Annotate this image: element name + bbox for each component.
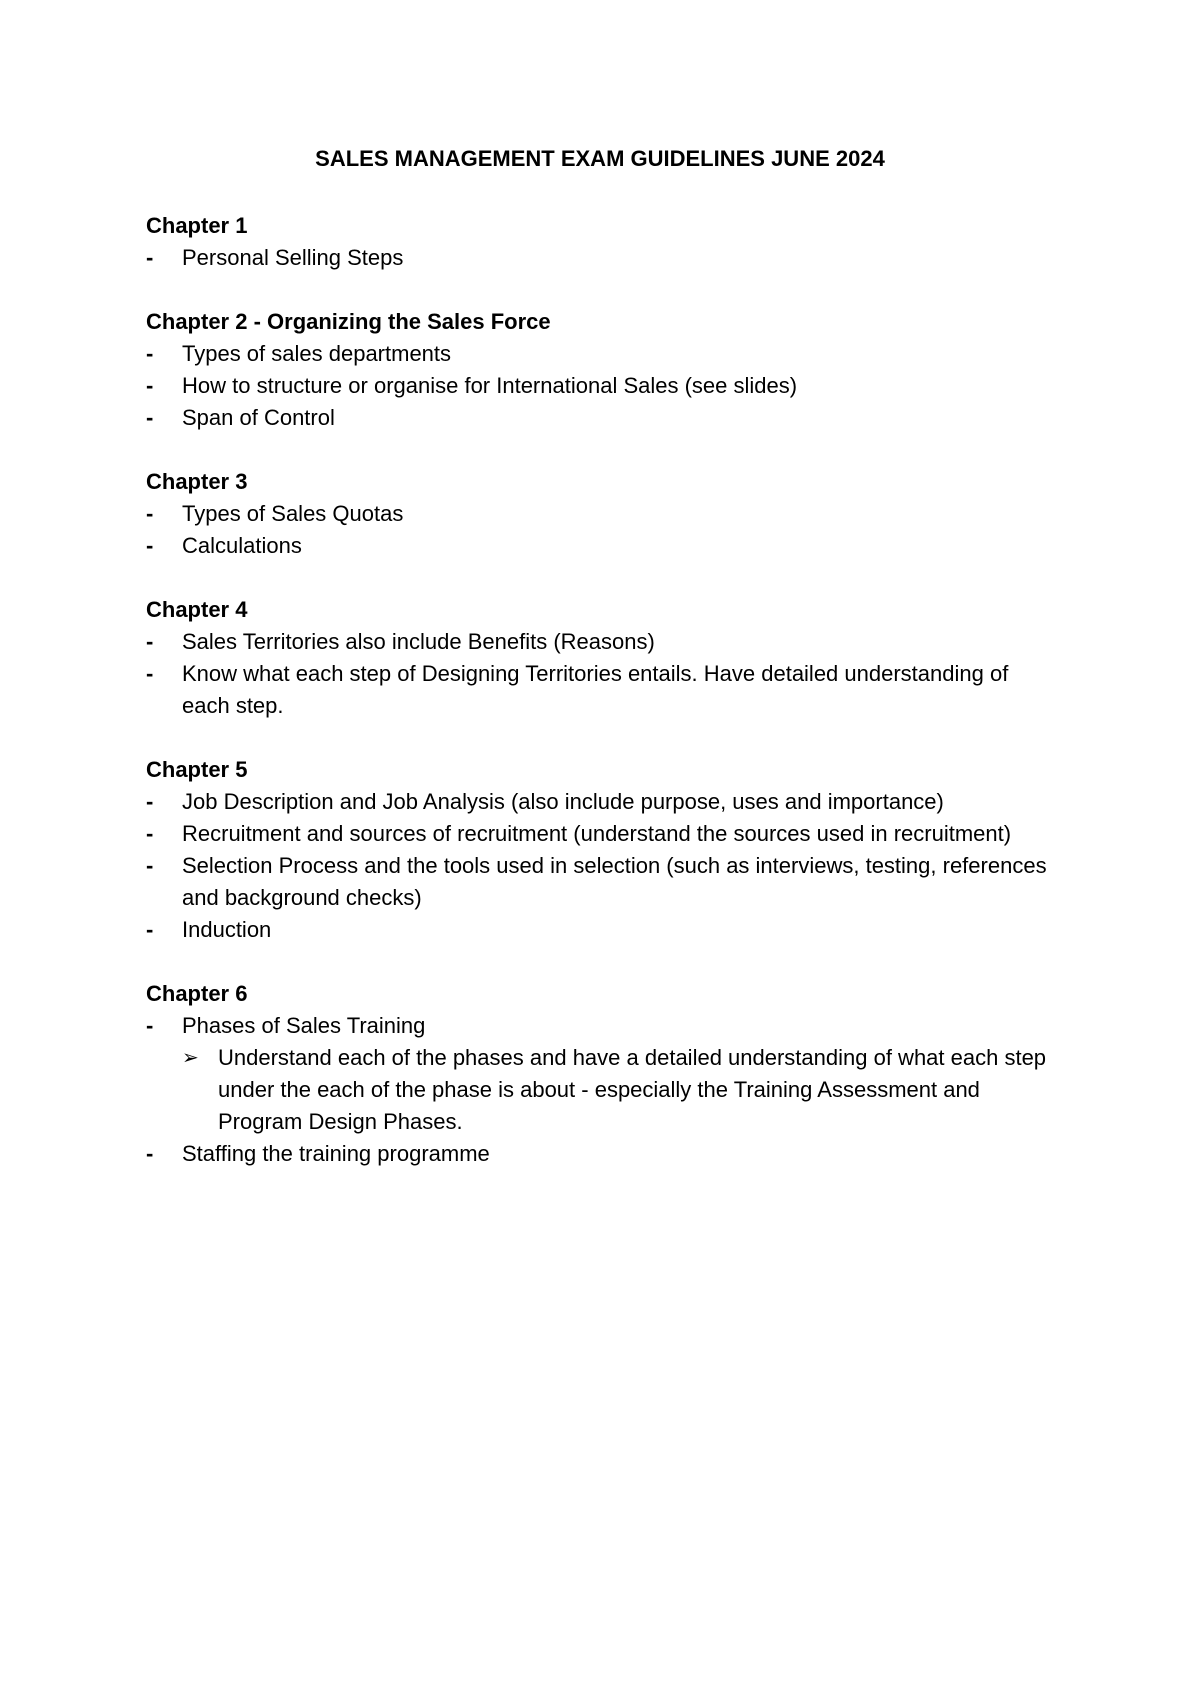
list-item-text: Induction	[182, 917, 272, 942]
chapter-heading: Chapter 6	[146, 981, 248, 1006]
list-item-text: Types of Sales Quotas	[182, 501, 404, 526]
dash-bullet-icon: -	[146, 405, 154, 430]
list-item-text: How to structure or organise for International Sales (see slides)	[182, 373, 798, 398]
list-item-text: Span of Control	[182, 405, 335, 430]
sub-list-item-text: Understand each of the phases and have a detailed understanding of what each step under the each of the phase is about - especially the Training Assessment and Program Design Phases.	[218, 1045, 1047, 1134]
list-item	[146, 1138, 1056, 1170]
dash-bullet-icon: -	[146, 1141, 154, 1166]
list-item	[146, 338, 1056, 370]
list-item	[146, 658, 1056, 722]
dash-bullet-icon: -	[146, 1013, 154, 1038]
chapter-section	[146, 466, 1056, 562]
chapter-heading: Chapter 3	[146, 469, 248, 494]
chapter-item-list	[146, 1010, 1056, 1170]
list-item	[146, 402, 1056, 434]
chapter-heading: Chapter 4	[146, 597, 248, 622]
chapter-section	[146, 754, 1056, 946]
list-item-text: Selection Process and the tools used in selection (such as interviews, testing, references and background checks)	[182, 853, 1047, 910]
dash-bullet-icon: -	[146, 629, 154, 654]
dash-bullet-icon: -	[146, 917, 154, 942]
dash-bullet-icon: -	[146, 789, 154, 814]
list-item-text: Calculations	[182, 533, 302, 558]
list-item	[146, 786, 1056, 818]
chapter-item-list	[146, 498, 1056, 562]
chapter-item-list	[146, 242, 1056, 274]
document-title: SALES MANAGEMENT EXAM GUIDELINES JUNE 2024	[315, 146, 885, 171]
chapter-section	[146, 210, 1056, 274]
chapter-item-list	[146, 626, 1056, 722]
chapter-item-list	[146, 338, 1056, 434]
list-item	[146, 1010, 1056, 1138]
list-item	[146, 818, 1056, 850]
dash-bullet-icon: -	[146, 245, 154, 270]
document-content	[146, 210, 1056, 1202]
list-item-text: Know what each step of Designing Territories entails. Have detailed understanding of each step.	[182, 661, 1009, 718]
sub-item-list	[182, 1042, 1056, 1138]
chapter-heading: Chapter 2 - Organizing the Sales Force	[146, 309, 551, 334]
list-item-text: Job Description and Job Analysis (also include purpose, uses and importance)	[182, 789, 944, 814]
list-item-text: Types of sales departments	[182, 341, 452, 366]
dash-bullet-icon: -	[146, 533, 154, 558]
sub-list-item	[182, 1042, 1056, 1138]
list-item	[146, 530, 1056, 562]
dash-bullet-icon: -	[146, 341, 154, 366]
list-item	[146, 626, 1056, 658]
list-item	[146, 242, 1056, 274]
arrow-bullet-icon: ➢	[182, 1047, 199, 1069]
list-item	[146, 498, 1056, 530]
list-item-text: Sales Territories also include Benefits (Reasons)	[182, 629, 655, 654]
chapter-section	[146, 306, 1056, 434]
chapter-heading: Chapter 5	[146, 757, 248, 782]
chapter-heading: Chapter 1	[146, 213, 248, 238]
dash-bullet-icon: -	[146, 661, 154, 686]
list-item-text: Recruitment and sources of recruitment (understand the sources used in recruitment)	[182, 821, 1012, 846]
dash-bullet-icon: -	[146, 373, 154, 398]
list-item	[146, 370, 1056, 402]
list-item	[146, 914, 1056, 946]
chapter-section	[146, 978, 1056, 1170]
dash-bullet-icon: -	[146, 821, 154, 846]
dash-bullet-icon: -	[146, 853, 154, 878]
dash-bullet-icon: -	[146, 501, 154, 526]
list-item	[146, 850, 1056, 914]
list-item-text: Phases of Sales Training	[182, 1013, 426, 1038]
chapter-item-list	[146, 786, 1056, 946]
list-item-text: Personal Selling Steps	[182, 245, 404, 270]
list-item-text: Staffing the training programme	[182, 1141, 490, 1166]
chapter-section	[146, 594, 1056, 722]
